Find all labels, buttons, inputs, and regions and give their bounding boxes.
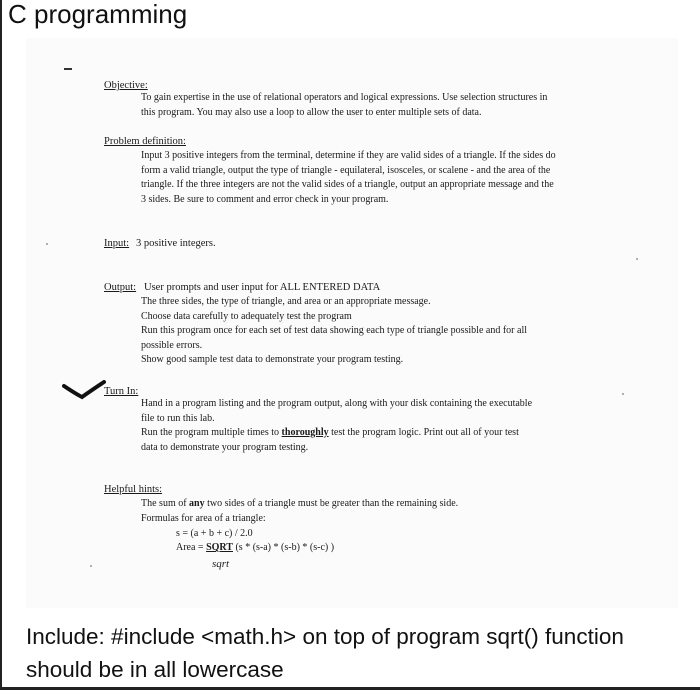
objective-line: this program. You may also use a loop to allow the user to enter multiple sets of data. — [141, 106, 482, 118]
turnin-run-post: test the program logic. Print out all of your test — [328, 427, 519, 438]
turnin-line: Hand in a program listing and the program output, along with your disk containing the executable — [141, 398, 533, 409]
turnin-line: data to demonstrate your program testing. — [141, 441, 309, 453]
input-heading: Input: — [104, 238, 130, 249]
scan-speck — [46, 243, 48, 245]
turnin-line: file to run this lab. — [141, 412, 215, 424]
margin-dash-mark — [64, 68, 72, 70]
scan-speck — [622, 393, 624, 395]
page-title: C programming — [8, 0, 188, 29]
output-first-line: User prompts and user input for ALL ENTERED DATA — [144, 282, 381, 293]
input-text: 3 positive integers. — [136, 238, 216, 249]
objective-text — [141, 91, 547, 120]
objective-heading: Objective: — [104, 80, 148, 91]
problem-line: triangle. If the three integers are not the valid sides of a triangle, output an appropriate message and the — [141, 179, 554, 190]
scan-speck — [90, 565, 92, 567]
s-formula: s = (a + b + c) / 2.0 — [176, 528, 253, 539]
objective-line: To gain expertise in the use of relational operators and logical expressions. Use selection structures in — [141, 92, 548, 103]
handwritten-sqrt-note: sqrt — [212, 558, 230, 570]
left-border — [0, 0, 2, 690]
scan-speck — [636, 258, 638, 260]
area-formula-fn: SQRT — [206, 542, 233, 553]
hints-heading: Helpful hints: — [104, 484, 163, 495]
area-formula-post: (s * (s-a) * (s-b) * (s-c) ) — [232, 542, 335, 553]
problem-heading: Problem definition: — [104, 136, 186, 147]
output-heading: Output: — [104, 282, 137, 293]
hints-sum-emphasis: any — [189, 498, 205, 509]
turnin-heading: Turn In: — [104, 386, 139, 397]
problem-line: 3 sides. Be sure to comment and error check in your program. — [141, 193, 389, 205]
checkmark-icon — [62, 380, 106, 402]
problem-line: Input 3 positive integers from the terminal, determine if they are valid sides of a triangle. If the sides do — [141, 150, 556, 161]
footer-note: Include: #include <math.h> on top of program sqrt() function should be in all lowercase — [26, 624, 624, 682]
scanned-assignment-sheet — [26, 38, 678, 608]
turnin-run-emphasis: thoroughly — [281, 427, 329, 438]
output-line: The three sides, the type of triangle, and area or an appropriate message. — [141, 296, 431, 307]
output-line: Show good sample test data to demonstrate your program testing. — [141, 354, 404, 365]
turnin-run-line — [141, 426, 532, 441]
hints-sum-pre: The sum of — [141, 498, 190, 509]
output-line: Choose data carefully to adequately test the program — [141, 310, 352, 322]
problem-line: form a valid triangle, output the type of triangle - equilateral, isosceles, or scalene - and the area of the — [141, 164, 551, 176]
area-formula-pre: Area = — [176, 542, 207, 553]
output-line: possible errors. — [141, 339, 203, 351]
hints-sum-line — [141, 497, 458, 512]
turnin-text — [141, 397, 532, 455]
problem-text — [141, 149, 556, 207]
hints-text — [141, 497, 458, 526]
turnin-run-pre: Run the program multiple times to — [141, 427, 282, 438]
output-text — [141, 295, 527, 368]
hints-sum-post: two sides of a triangle must be greater than the remaining side. — [204, 498, 459, 509]
output-line: Run this program once for each set of test data showing each type of triangle possible and for all — [141, 325, 527, 336]
hints-formulas-label: Formulas for area of a triangle: — [141, 512, 266, 524]
area-formula — [176, 542, 334, 553]
